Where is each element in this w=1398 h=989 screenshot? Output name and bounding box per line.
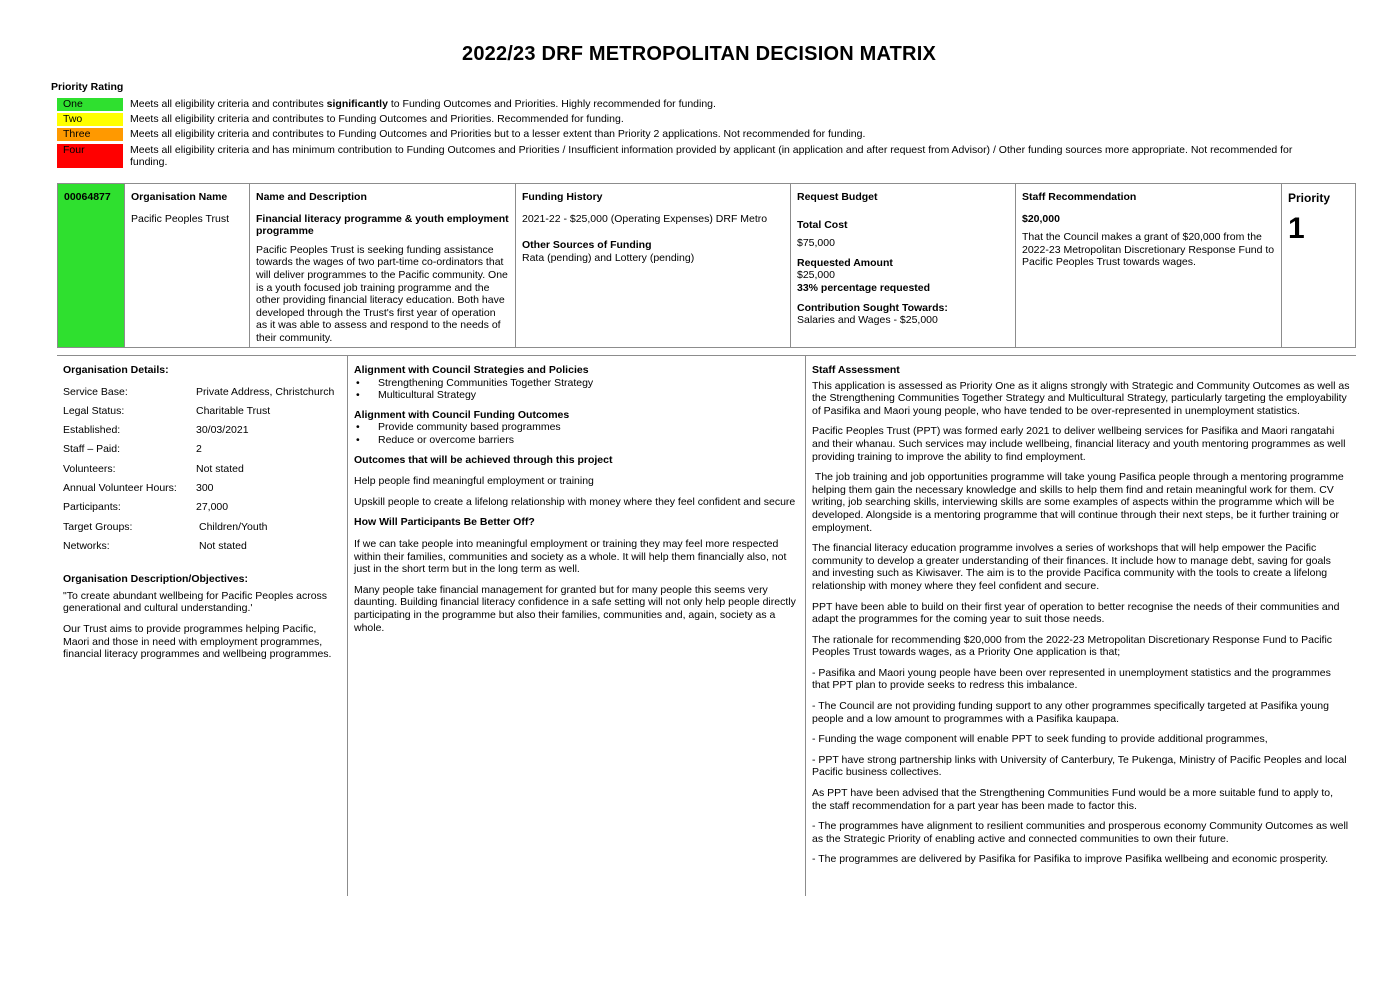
assessment-paragraph: - The Council are not providing funding support to any other programmes specifically targeted at Pasifika young people and a low amount to programmes with a Pasifika kaupapa. — [812, 700, 1329, 725]
description-header: Name and Description — [256, 191, 367, 203]
staff-recommendation-header: Staff Recommendation — [1022, 191, 1137, 203]
assessment-paragraph: - Funding the wage component will enable PPT to seek funding to provide additional programmes, — [812, 733, 1268, 746]
percentage-requested: 33% percentage requested — [797, 281, 931, 294]
assessment-paragraph: - Pasifika and Maori young people have been over represented in unemployment statistics and the programmes that PPT plan to provide seeks to redress this imbalance. — [812, 666, 1331, 692]
priority-swatch-four: Four — [57, 144, 123, 168]
better-off-paragraph: Many people take financial management for granted but for many people this seems very daunting. Building financial literacy confidence in a safe setting will not only help people directly participating in the programme but also their families, communities and, again, society as a whole. — [354, 583, 796, 634]
request-budget-cell — [791, 184, 1016, 347]
programme-name: Financial literacy programme & youth employment programme — [256, 212, 509, 238]
requested-amount-label: Requested Amount — [797, 256, 893, 269]
assessment-paragraph: - The programmes are delivered by Pasifika for Pasifika to improve Pasifika wellbeing and economic prosperity. — [812, 853, 1329, 866]
priority-text-four: Meets all eligibility criteria and has minimum contribution to Funding Outcomes and Priorities / Insufficient information provided by applicant (in application and after request from Advisor) / Other funding sources more appropriate. Not recommended for funding. — [130, 144, 1293, 168]
assessment-paragraph: The job training and job opportunities programme will take young Pasifica people through a mentoring programme helping them gain the necessary knowledge and skills to help them find and retain meaningful work for them. CV writing, job searching skills, interviewing skills are some examples of aspects within the programme which will be developed. Alongside is a mentoring programme that will continue through their next steps, be it further training or employment. — [812, 471, 1347, 534]
priority-swatch-one: One — [57, 98, 123, 111]
list-item: • Multicultural Strategy — [354, 389, 799, 402]
staff-recommendation-text: That the Council makes a grant of $20,000 from the 2022-23 Metropolitan Discretionary Response Fund to Pacific Peoples Trust towards wages. — [1022, 231, 1275, 269]
detail-row: Service Base: Private Address, Christchurch — [63, 385, 335, 398]
better-off-paragraph: If we can take people into meaningful employment or training they may feel more respected within their families, communities and society as a whole. It will help them financially also, not just in the short term but in the long term as well. — [354, 537, 787, 576]
priority-text-three: Meets all eligibility criteria and contributes to Funding Outcomes and Priorities but to a lesser extent than Priority 2 applications. Not recommended for funding. — [130, 128, 866, 140]
organisation-name-header: Organisation Name — [131, 191, 228, 203]
organisation-description-heading: Organisation Description/Objectives: — [63, 573, 248, 586]
staff-recommendation-cell — [1016, 184, 1282, 347]
programme-description: Pacific Peoples Trust is seeking funding assistance towards the wages of two part-time co-ordinators that will deliver programmes to the Pacific community. One is a youth focused job training programme and the other providing financial literacy education. Both have developed through the Trust's first year of operation as it was able to assess and respond to the needs of their community. — [256, 243, 508, 344]
detail-row: Target Groups: Children/Youth — [63, 520, 268, 533]
assessment-paragraph: - The programmes have alignment to resilient communities and prosperous economy Community Outcomes as well as the Strategic Priority of enabling active and connected communities to own their future. — [812, 820, 1349, 845]
assessment-paragraph: The financial literacy education programme involves a series of workshops that will help empower the Pacific community to develop a greater understanding of their finances. It include how to manage debt, saving for goals and investing such as Kiwisaver. The aim is to the provide Pacifica community with the tools to create a lifelong relationship with money where they feel confident and secure. — [812, 542, 1331, 592]
detail-row: Annual Volunteer Hours: 300 — [63, 482, 214, 495]
list-item: • Strengthening Communities Together Strategy — [354, 377, 799, 390]
staff-assessment-column — [806, 356, 1356, 896]
page-title: 2022/23 DRF METROPOLITAN DECISION MATRIX — [462, 43, 936, 65]
detail-row: Networks: Not stated — [63, 539, 247, 552]
detail-row: Legal Status: Charitable Trust — [63, 404, 271, 417]
requested-amount-value: $25,000 — [797, 269, 835, 282]
assessment-paragraph: PPT have been able to build on their first year of operation to better recognise the needs of their communities and adapt the programmes for the coming year to suit those needs. — [812, 600, 1340, 626]
organisation-description: Our Trust aims to provide programmes helping Pacific, Maori and those in need with employment programmes, financial literacy programmes and wellbeing programmes. — [63, 623, 332, 661]
assessment-paragraph: - PPT have strong partnership links with University of Canterbury, Te Pukenga, Ministry of Pacific Peoples and local Pacific business collectives. — [812, 753, 1347, 779]
detail-row: Staff – Paid: 2 — [63, 443, 202, 456]
priority-value: 1 — [1288, 212, 1305, 246]
contribution-label: Contribution Sought Towards: — [797, 301, 948, 314]
assessment-paragraph: As PPT have been advised that the Strengthening Communities Fund would be a more suitable fund to apply to, the staff recommendation for a part year has been made to factor this. — [812, 787, 1334, 812]
application-summary-table — [57, 183, 1356, 348]
list-item: • Provide community based programmes — [354, 421, 799, 434]
organisation-details-heading: Organisation Details: — [63, 364, 169, 376]
strategies-heading: Alignment with Council Strategies and Policies — [354, 364, 589, 376]
priority-swatch-three: Three — [57, 128, 123, 141]
other-sources: Rata (pending) and Lottery (pending) — [522, 251, 695, 264]
total-cost-value: $75,000 — [797, 237, 835, 250]
contribution-value: Salaries and Wages - $25,000 — [797, 314, 938, 327]
funding-history-cell — [516, 184, 791, 347]
outcome-item: Help people find meaningful employment or training — [354, 475, 594, 488]
staff-assessment-heading: Staff Assessment — [812, 364, 900, 376]
priority-cell — [1282, 184, 1355, 347]
priority-swatch-two: Two — [57, 113, 123, 126]
participants-better-off-heading: How Will Participants Be Better Off? — [354, 516, 535, 529]
outcome-item: Upskill people to create a lifelong relationship with money where they feel confident and secure — [354, 495, 796, 508]
assessment-paragraph: Pacific Peoples Trust (PPT) was formed early 2021 to deliver wellbeing services for Pasifika and Maori rangatahi and their whanau. Such services may include wellbeing, financial literacy and youth mentoring programmes as well providing training to improve the ability to find employment. — [812, 425, 1346, 463]
request-budget-header: Request Budget — [797, 191, 878, 203]
priority-rating-heading: Priority Rating — [51, 81, 124, 93]
organisation-details-column — [57, 356, 348, 896]
priority-text-two: Meets all eligibility criteria and contributes to Funding Outcomes and Priorities. Recommended for funding. — [130, 113, 624, 125]
total-cost-label: Total Cost — [797, 218, 848, 231]
detail-row: Established: 30/03/2021 — [63, 424, 249, 437]
other-sources-header: Other Sources of Funding — [522, 239, 652, 252]
assessment-paragraph: The rationale for recommending $20,000 from the 2022-23 Metropolitan Discretionary Response Fund to Pacific Peoples Trust towards wages, as a Priority One application is that; — [812, 633, 1333, 659]
funding-outcomes-list — [354, 421, 799, 446]
staff-recommendation-amount: $20,000 — [1022, 212, 1060, 225]
outcomes-achieved-heading: Outcomes that will be achieved through this project — [354, 453, 613, 466]
funding-history-header: Funding History — [522, 191, 603, 203]
funding-history: 2021-22 - $25,000 (Operating Expenses) DRF Metro — [522, 212, 768, 225]
details-section — [57, 355, 1356, 896]
priority-header: Priority — [1288, 191, 1331, 205]
organisation-cell — [125, 184, 250, 347]
organisation-quote: "To create abundant wellbeing for Pacific Peoples across generational and cultural understanding.' — [63, 589, 328, 615]
strategies-list — [354, 377, 799, 402]
description-cell — [250, 184, 516, 347]
assessment-paragraph: This application is assessed as Priority One as it aligns strongly with Strategic and Community Outcomes as well as the Strengthening Communities Together Strategy and Multicultural Strategy, particularly targeting the employability of Pasifika and Maori young people, who have tended to be over-represented in unemployment statistics. — [812, 379, 1350, 417]
priority-text-one: Meets all eligibility criteria and contributes significantly to Funding Outcomes and Priorities. Highly recommended for funding. — [130, 98, 716, 110]
detail-row: Volunteers: Not stated — [63, 462, 244, 475]
alignment-column — [348, 356, 806, 896]
detail-row: Participants: 27,000 — [63, 501, 229, 514]
list-item: • Reduce or overcome barriers — [354, 434, 799, 447]
application-id: 00064877 — [64, 191, 111, 203]
funding-outcomes-heading: Alignment with Council Funding Outcomes — [354, 408, 570, 421]
application-id-cell — [58, 184, 125, 347]
organisation-name: Pacific Peoples Trust — [131, 212, 230, 225]
